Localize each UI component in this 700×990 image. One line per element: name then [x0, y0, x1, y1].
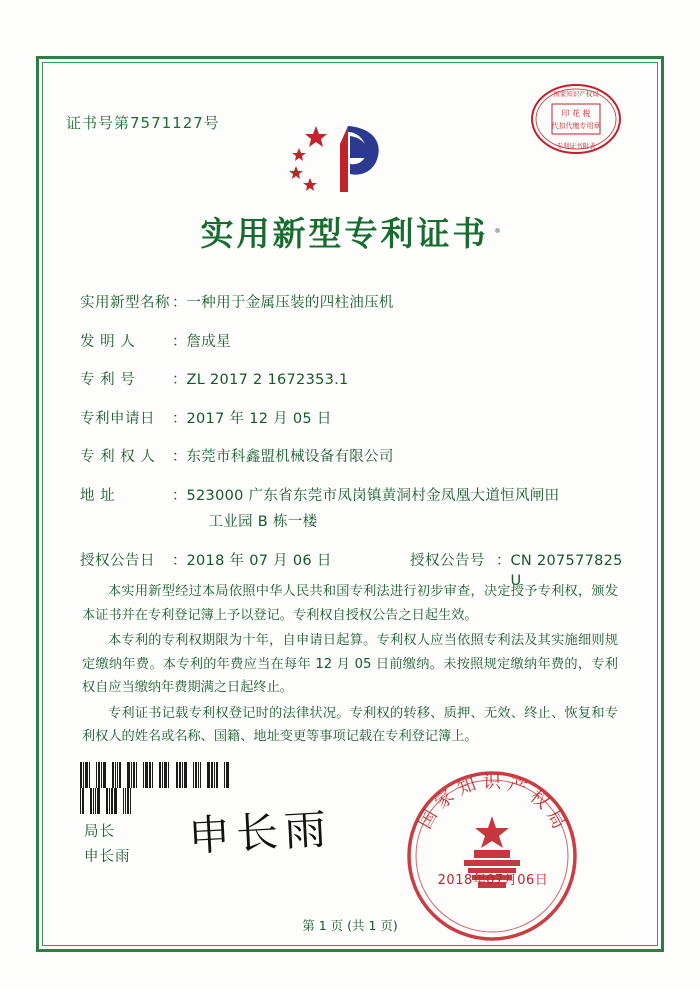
page-title — [0, 208, 700, 255]
field-label: 专 利 号 — [80, 372, 136, 389]
field-value: 一种用于金属压装的四柱油压机 — [186, 295, 394, 311]
field-value — [187, 487, 626, 533]
field-separator: ： — [172, 410, 187, 427]
publication-date-group — [80, 552, 410, 572]
svg-text:国 家 知 识 产 权 局: 国 家 知 识 产 权 局 — [414, 772, 570, 833]
field-row-address — [80, 487, 625, 533]
field-row — [80, 294, 625, 314]
page-title-text: 实用新型专利证书 — [200, 214, 489, 253]
certificate-number: 证书号第7571127号 — [66, 114, 220, 132]
field-separator: ： — [172, 295, 187, 311]
field-row — [80, 448, 625, 468]
field-value: 詹成星 — [186, 333, 231, 350]
director-title-label: 局长 — [84, 824, 115, 840]
director-name-label: 申长雨 — [84, 849, 131, 865]
svg-text:印 花 税: 印 花 税 — [561, 109, 591, 118]
field-row — [80, 371, 625, 391]
field-value: 2017 年 12 月 05 日 — [186, 410, 332, 427]
field-label: 地 址 — [80, 487, 116, 504]
tax-stamp-icon — [528, 82, 624, 156]
legal-paragraph: 本实用新型经过本局依照中华人民共和国专利法进行初步审查，决定授予专利权，颁发本证书并在专利登记簿上予以登记。专利权自授权公告之日起生效。 — [82, 584, 618, 623]
field-separator: ： — [496, 552, 511, 569]
address-line-1: 523000 广东省东莞市凤岗镇黄洞村金凤凰大道恒风闸田 — [186, 487, 560, 504]
field-label: 实用新型名称 — [80, 295, 170, 311]
legal-paragraph: 专利证书记载专利权登记时的法律状况。专利权的转移、质押、无效、终止、恢复和专利权人的姓名或名称、国籍、地址变更等事项记载在专利登记簿上。 — [82, 705, 618, 744]
field-row — [80, 410, 625, 430]
handwritten-signature: 申长雨 — [186, 804, 334, 861]
address-line-2: 工业园 B 栋一楼 — [208, 514, 318, 531]
title-dot — [495, 228, 500, 233]
publication-date-value: 2018 年 07 月 06 日 — [186, 552, 332, 569]
patent-office-logo-icon — [286, 118, 396, 198]
field-separator: ： — [172, 449, 187, 466]
barcode — [80, 762, 230, 788]
field-separator: ： — [172, 552, 187, 569]
page-footer: 第 1 页 (共 1 页) — [302, 918, 398, 933]
field-label: 专 利 权 人 — [80, 449, 156, 466]
field-separator: ： — [172, 333, 187, 350]
legal-text-block — [82, 580, 618, 751]
legal-paragraph: 本专利的专利权期限为十年，自申请日起算。专利权人应当依照专利法及其实施细则规定缴纳年费。本专利的年费应当在每年 12 月 05 日前缴纳。未按照规定缴纳年费的，专利权自应当缴纳年费期满之日起终止。 — [82, 633, 618, 695]
svg-text:国家知识产权局: 国家知识产权局 — [553, 90, 599, 98]
publication-number-value: CN 207577825 U — [510, 552, 623, 589]
field-separator: ： — [172, 372, 187, 389]
publication-number-label: 授权公告号 — [410, 552, 485, 569]
svg-text:代扣代缴专用章: 代扣代缴专用章 — [551, 122, 601, 130]
stamp-date: 2018年07月06日 — [437, 873, 549, 888]
publication-date-label: 授权公告日 — [80, 552, 155, 569]
field-row — [80, 333, 625, 353]
field-label: 发 明 人 — [80, 333, 136, 350]
field-label: 专利申请日 — [80, 410, 155, 427]
field-list — [80, 294, 625, 607]
svg-text:专利证书附表: 专利证书附表 — [556, 142, 596, 150]
field-value: 东莞市科鑫盟机械设备有限公司 — [186, 449, 394, 466]
field-separator: ： — [172, 487, 187, 504]
field-value: ZL 2017 2 1672353.1 — [186, 372, 349, 389]
